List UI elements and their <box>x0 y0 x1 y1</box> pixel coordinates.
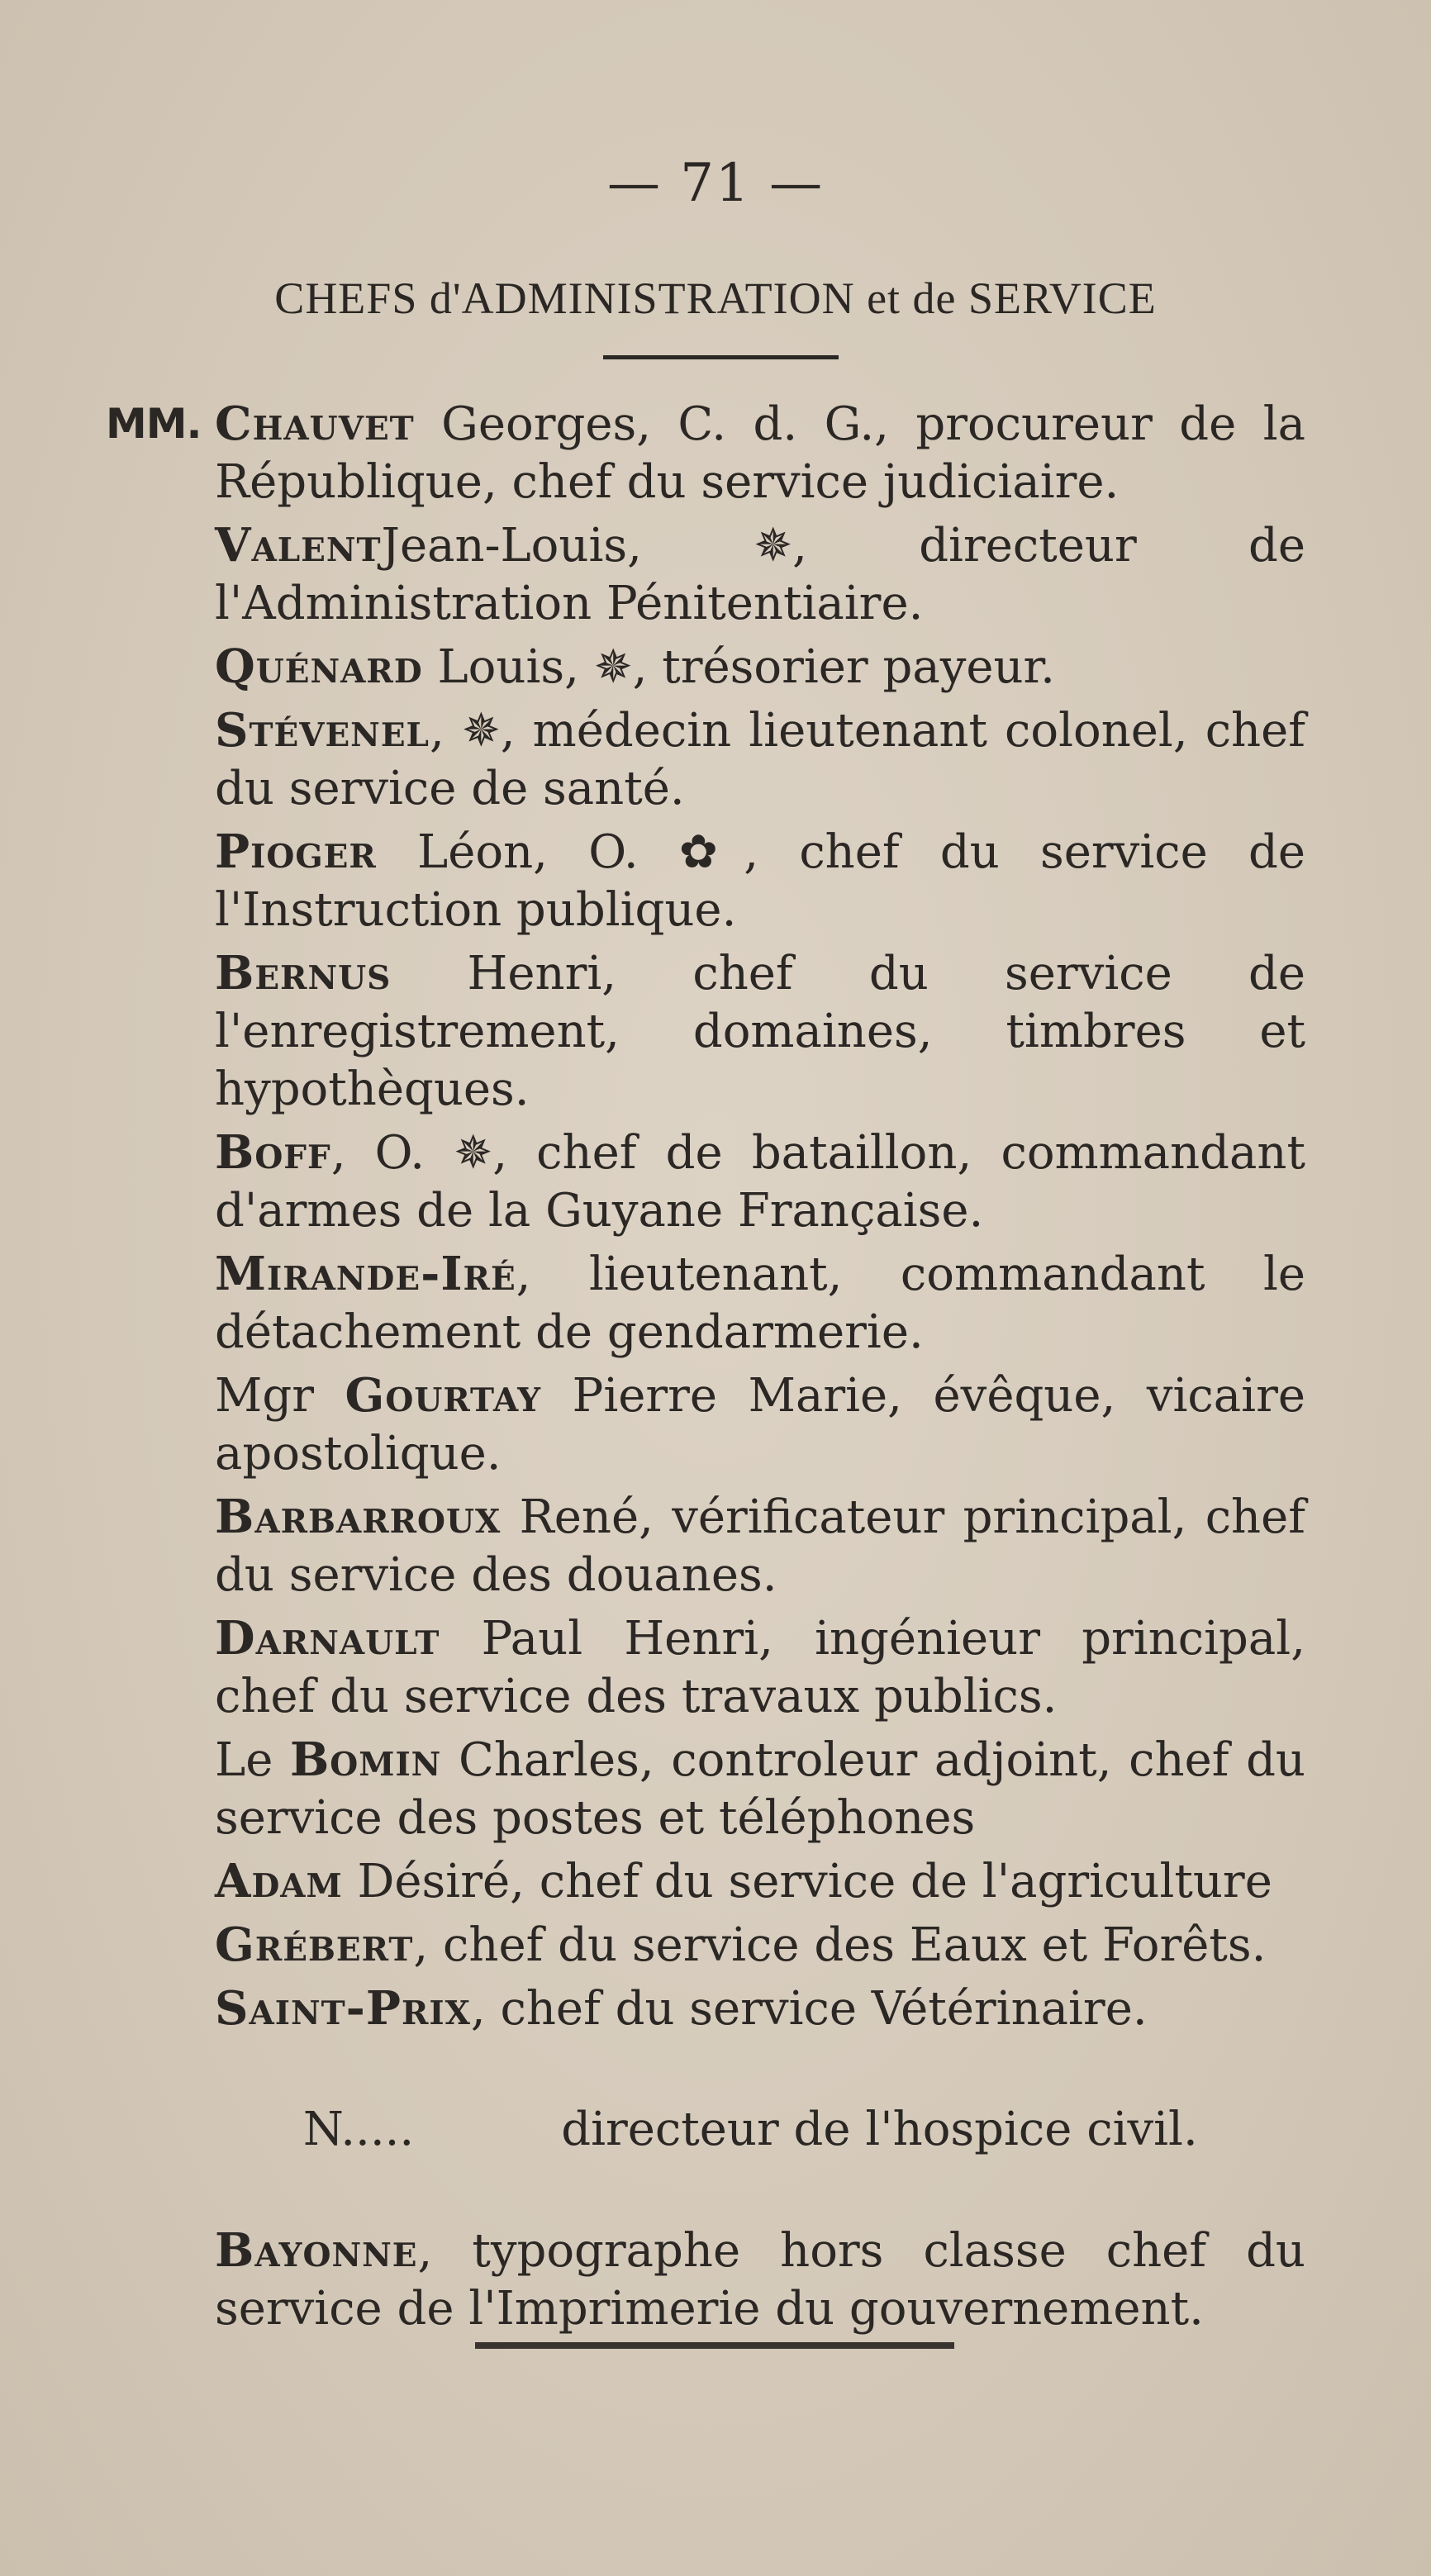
entry-prefix: Mgr <box>215 1369 345 1423</box>
mm-label: MM. <box>106 400 202 448</box>
entry-name: Stévenel <box>215 703 430 758</box>
entry <box>215 1980 1305 2038</box>
entry-name: Valent <box>215 518 382 573</box>
entry <box>215 1609 1305 1726</box>
entry-name: Quénard <box>215 639 423 694</box>
entry-text: Pierre Marie, évêque, vicaire apostolique. <box>215 1369 1305 1480</box>
entry-text: N..... directeur de l'hospice civil. <box>302 2103 1198 2156</box>
closing-rule <box>475 2342 954 2349</box>
entry-text: Paul Henri, ingénieur principal, chef du service des travaux publics. <box>215 1612 1305 1723</box>
entry-text: René, vérificateur principal, chef du service des douanes. <box>215 1490 1305 1602</box>
entry <box>215 1731 1305 1847</box>
entry <box>215 701 1305 818</box>
entry-name: Grébert <box>215 1918 414 1972</box>
entry-text: , chef du service Vétérinaire. <box>470 1982 1148 2036</box>
section-heading: CHEFS d'ADMINISTRATION et de SERVICE <box>274 273 1157 323</box>
entry <box>215 1366 1305 1483</box>
entry-text: , typographe hors classe chef du service de l'Imprimerie du gouvernement. <box>215 2224 1305 2336</box>
entry <box>215 823 1305 939</box>
entry-text: Léon, O. ✿, chef du service de l'Instruction publique. <box>215 825 1305 937</box>
entry-name: Mirande-Iré <box>215 1247 516 1301</box>
entry-text: Georges, C. d. G., procureur de la République, chef du service judiciaire. <box>215 397 1305 509</box>
entry-name: Chauvet <box>215 397 415 451</box>
entry-text: , lieutenant, commandant le détachement de gendarmerie. <box>215 1248 1305 1359</box>
entry <box>215 516 1305 633</box>
entry-text: , ✵, médecin lieutenant colonel, chef du service de santé. <box>215 704 1305 815</box>
entry-text: , O. ✵, chef de bataillon, commandant d'armes de la Guyane Française. <box>215 1126 1305 1238</box>
entry <box>215 1916 1305 1975</box>
entry-name: Gourtay <box>345 1368 542 1423</box>
entry-text: Jean-Louis, ✵, directeur de l'Administration Pénitentiaire. <box>215 519 1305 630</box>
entry-name: Bomin <box>289 1732 442 1787</box>
entry <box>215 2222 1305 2338</box>
entry <box>215 1245 1305 1362</box>
entry-name: Boff <box>215 1125 331 1180</box>
entry-text: Henri, chef du service de l'enregistrement, domaines, timbres et hypothèques. <box>215 947 1305 1116</box>
entry <box>106 395 1305 511</box>
entry-prefix: Le <box>215 1733 290 1787</box>
entry <box>215 2043 1305 2217</box>
entry-text: , chef du service des Eaux et Forêts. <box>413 1918 1267 1972</box>
entry-name: Darnault <box>215 1611 440 1666</box>
entry-name: Pioger <box>215 825 377 879</box>
entry-text: Louis, ✵, trésorier payeur. <box>422 640 1055 694</box>
entry-text: Désiré, chef du service de l'agriculture <box>342 1855 1272 1908</box>
entry-name: Bernus <box>215 946 392 1000</box>
entry-name: Saint-Prix <box>215 1981 471 2036</box>
entries-list <box>106 395 1305 2343</box>
entry <box>215 1488 1305 1604</box>
entry-name: Adam <box>215 1854 343 1908</box>
entry <box>215 1124 1305 1240</box>
heading-underline <box>603 355 839 359</box>
entry <box>215 944 1305 1119</box>
entry-name: Bayonne <box>215 2223 418 2278</box>
entry <box>215 638 1305 696</box>
page-number: — 71 — <box>606 153 825 214</box>
entry <box>215 1852 1305 1911</box>
entry-text: Charles, controleur adjoint, chef du service des postes et téléphones <box>215 1733 1305 1845</box>
entry-name: Barbarroux <box>215 1490 502 1544</box>
